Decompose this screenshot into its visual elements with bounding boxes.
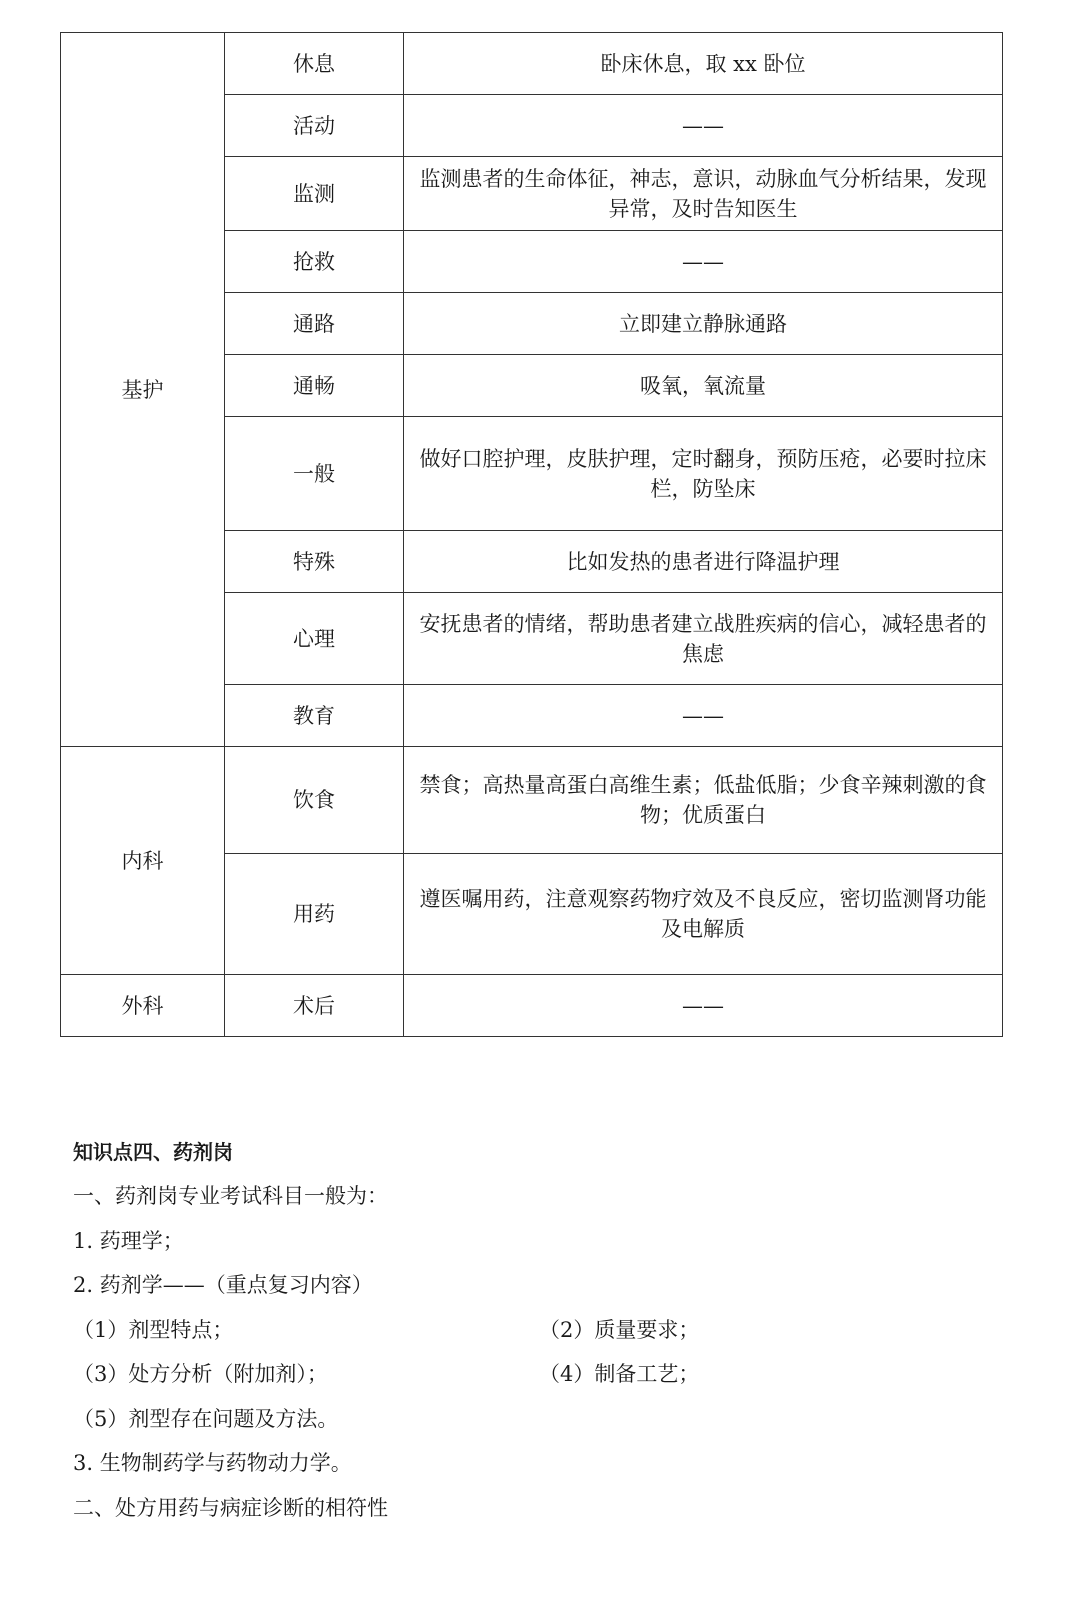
sub-item: （2）质量要求； [539,1317,700,1342]
section-title: 二、处方用药与病症诊断的相符性 [73,1495,388,1520]
group-cell-internal-medicine: 内科 [61,747,225,975]
group-cell-surgery: 外科 [61,975,225,1037]
item-cell: 一般 [225,417,404,531]
content-cell: 卧床休息，取 xx 卧位 [404,33,1003,95]
item-cell: 休息 [225,33,404,95]
content-cell: 做好口腔护理，皮肤护理，定时翻身，预防压疮，必要时拉床栏，防坠床 [404,417,1003,531]
item-cell: 术后 [225,975,404,1037]
item-cell: 活动 [225,95,404,157]
pharmacy-notes [73,1130,1003,1530]
item-cell: 通畅 [225,355,404,417]
subject-list-title: 一、药剂岗专业考试科目一般为： [73,1184,388,1208]
content-cell: 立即建立静脉通路 [404,293,1003,355]
item-cell: 饮食 [225,747,404,854]
group-cell-basic-care: 基护 [61,33,225,747]
sub-item-row [73,1308,1003,1353]
item-cell: 教育 [225,685,404,747]
section-heading: 知识点四、药剂岗 [73,1140,233,1164]
sub-item: （1）剂型特点； [73,1317,234,1342]
item-cell: 通路 [225,293,404,355]
table-row [61,33,1003,95]
sub-item: （5）剂型存在问题及方法。 [73,1406,339,1431]
item-cell: 特殊 [225,531,404,593]
item-cell: 抢救 [225,231,404,293]
content-cell: —— [404,975,1003,1037]
nursing-care-table [60,32,1003,1037]
content-cell: 吸氧，氧流量 [404,355,1003,417]
table-row [61,975,1003,1037]
content-cell: 遵医嘱用药，注意观察药物疗效及不良反应，密切监测肾功能及电解质 [404,854,1003,975]
sub-item: （4）制备工艺； [539,1362,700,1386]
list-item: 1. 药理学； [73,1228,184,1253]
table-row [61,747,1003,854]
content-cell: 安抚患者的情绪，帮助患者建立战胜疾病的信心，减轻患者的焦虑 [404,593,1003,685]
content-cell: 监测患者的生命体征，神志，意识，动脉血气分析结果，发现异常，及时告知医生 [404,157,1003,231]
list-item: 3. 生物制药学与药物动力学。 [73,1451,352,1475]
content-cell: 禁食；高热量高蛋白高维生素；低盐低脂；少食辛辣刺激的食物；优质蛋白 [404,747,1003,854]
content-cell: —— [404,231,1003,293]
content-cell: 比如发热的患者进行降温护理 [404,531,1003,593]
item-cell: 用药 [225,854,404,975]
sub-item: （3）处方分析（附加剂）； [73,1362,328,1386]
content-cell: —— [404,685,1003,747]
content-cell: —— [404,95,1003,157]
item-cell: 监测 [225,157,404,231]
list-item: 2. 药剂学——（重点复习内容） [73,1273,373,1297]
sub-item-row [73,1352,1003,1397]
item-cell: 心理 [225,593,404,685]
